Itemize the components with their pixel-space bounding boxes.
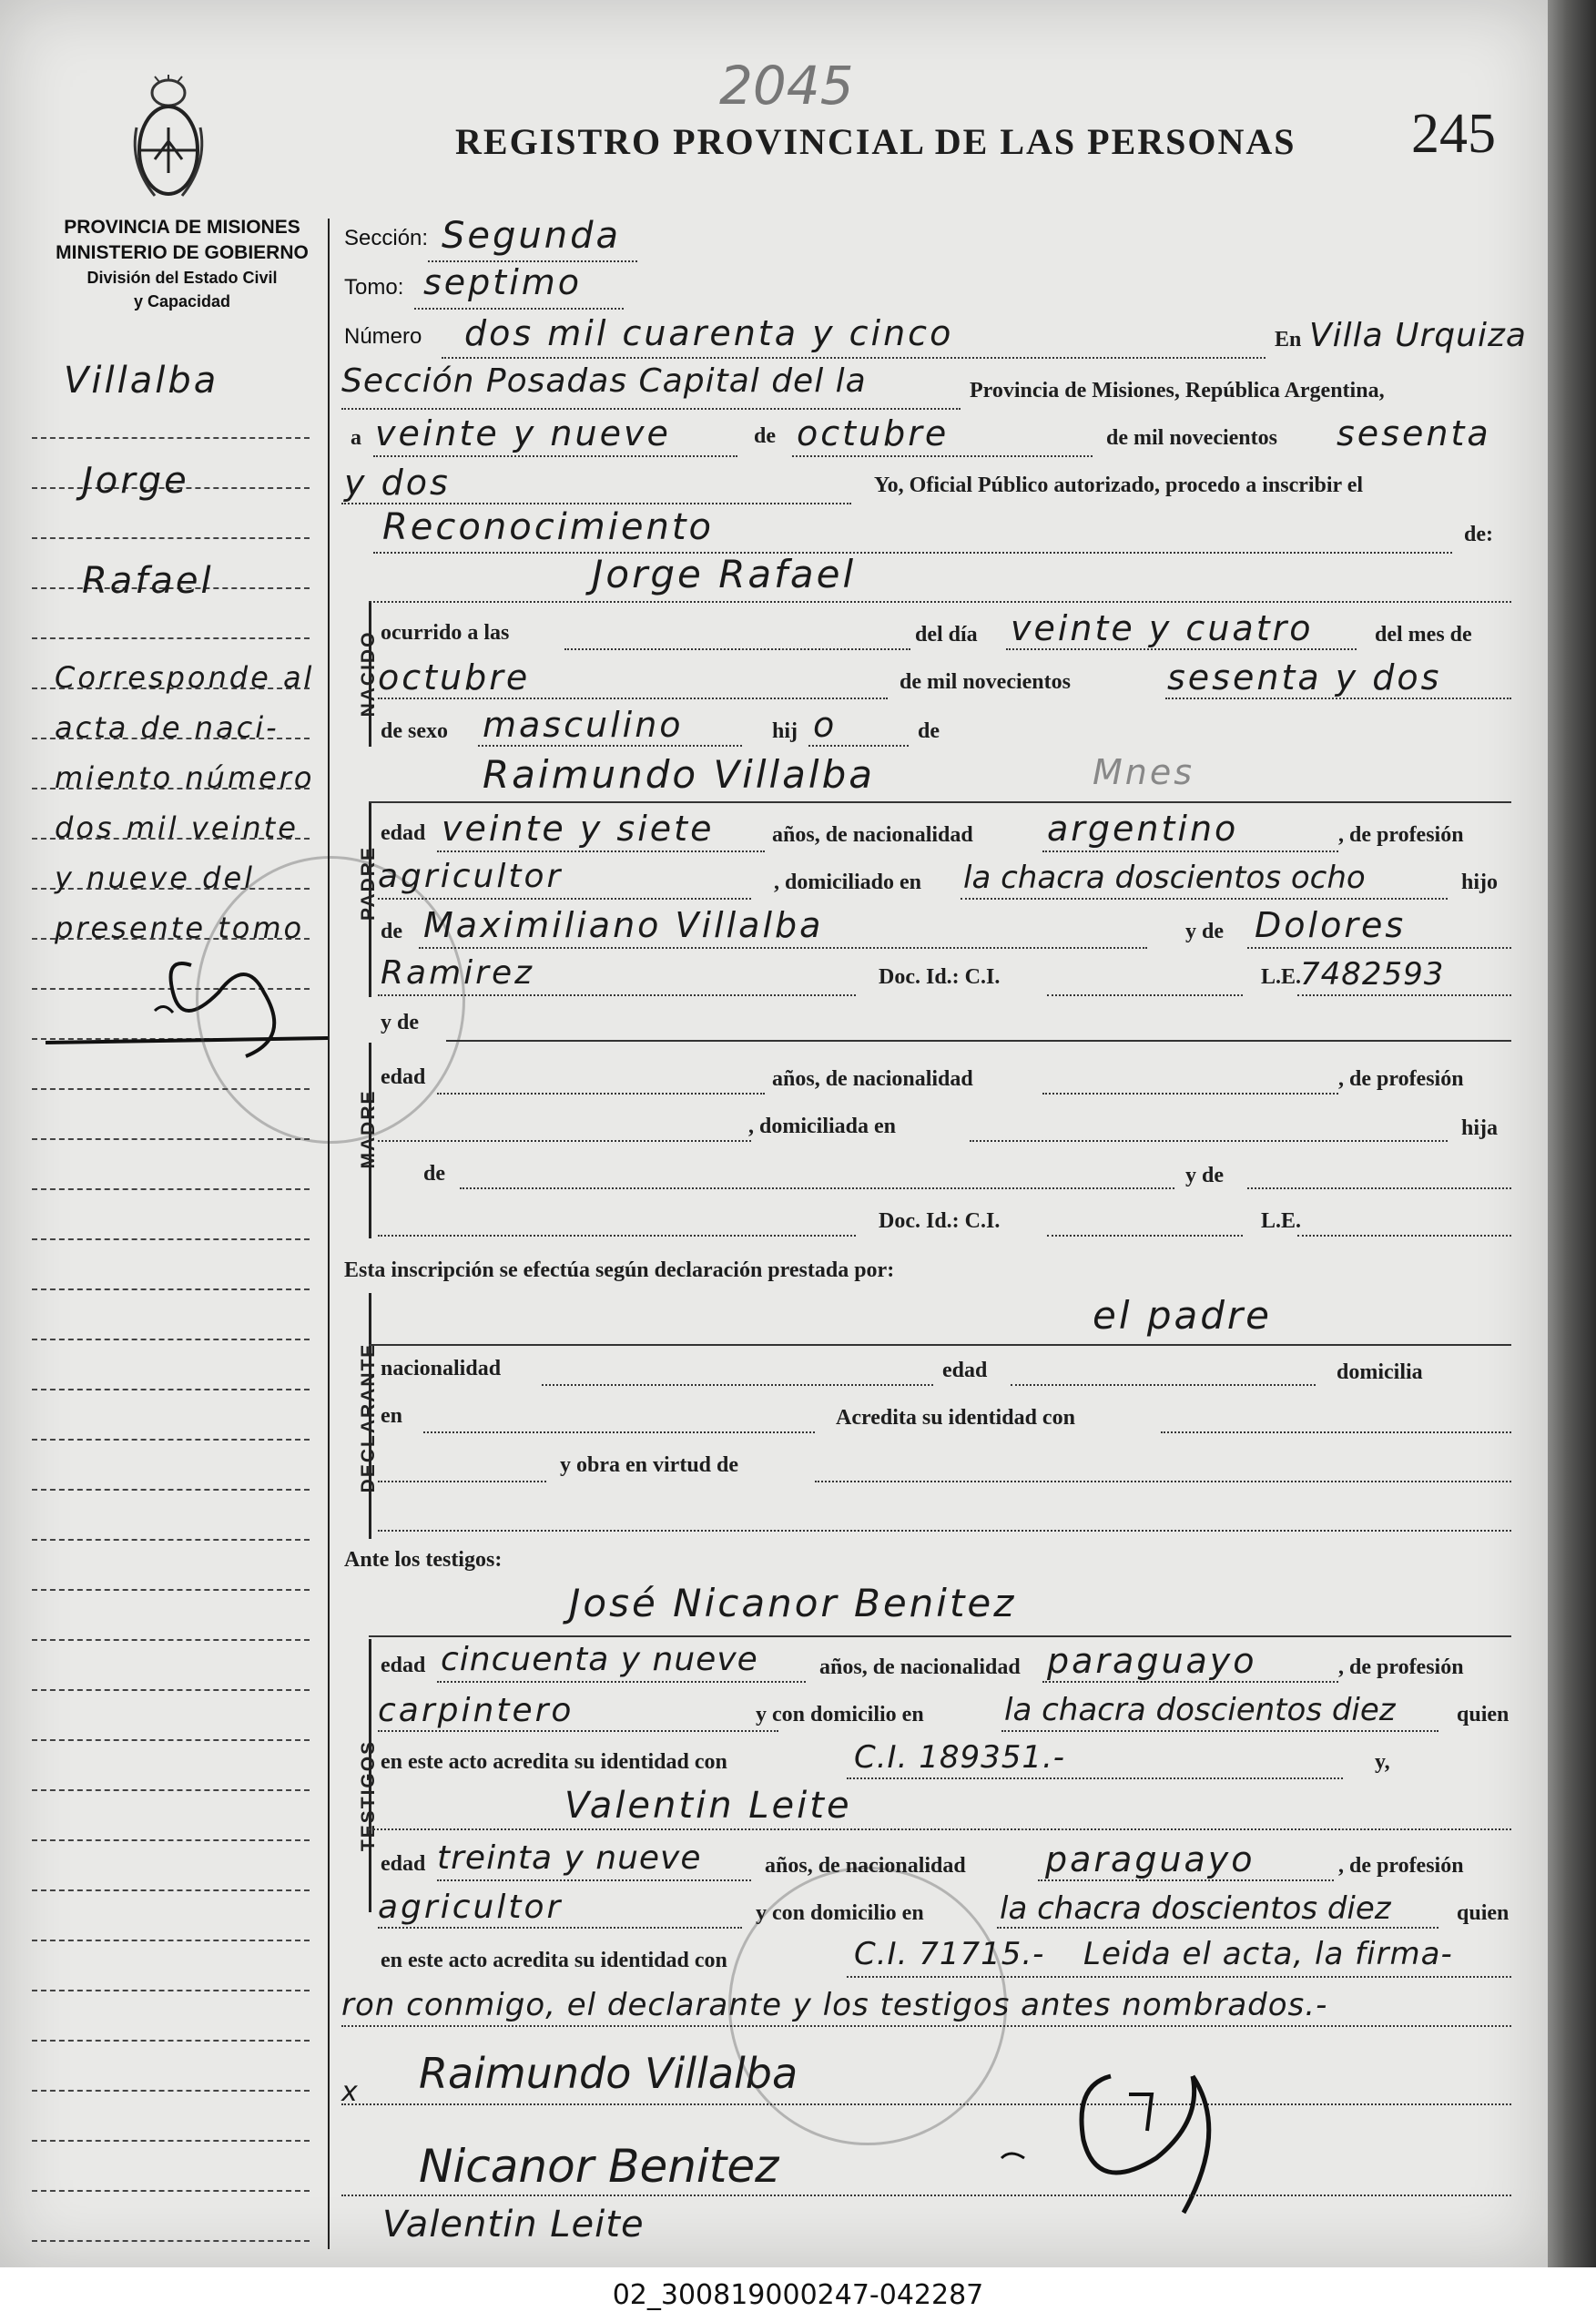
en-value: Villa Urquiza (1309, 317, 1527, 354)
madre-y-de-label: y de (381, 1011, 419, 1034)
de-label: de (754, 424, 776, 448)
madre-edad-label: edad (381, 1065, 426, 1089)
padre-hijo-label: hijo (1461, 871, 1499, 894)
mes-line (792, 455, 1093, 457)
provincia-text: Provincia de Misiones, República Argentina, (970, 379, 1385, 402)
nacido-nombre-line (369, 601, 1511, 603)
madre-nombre-line (446, 1040, 1511, 1042)
padre-profesion: agricultor (378, 858, 564, 895)
testigo1-domicilio: la chacra doscientos diez (1004, 1692, 1396, 1728)
testigo2-domicilio: la chacra doscientos diez (1000, 1890, 1391, 1927)
margin-rule-line (32, 1439, 310, 1441)
seccion-label: Sección: (344, 226, 429, 250)
testigo1-doc-line (847, 1777, 1343, 1779)
firma-testigo-1: Nicanor Benitez (419, 2140, 779, 2193)
padre-ci-line (1047, 994, 1243, 996)
testigo1-profesion-line (378, 1730, 778, 1732)
margin-rule-line (32, 1689, 310, 1691)
testigo2-profesion-line (378, 1927, 742, 1929)
nacido-label: NACIDO (358, 630, 379, 718)
tomo-line (414, 308, 624, 310)
margin-rule-line (32, 1739, 310, 1741)
nacido-mes-line (378, 698, 888, 699)
madre-doc-label: Doc. Id.: C.I. (879, 1209, 1001, 1233)
sexo-line (478, 745, 742, 747)
testigos-label: TESTIGOS (358, 1739, 379, 1852)
declarante-obra-line-b (815, 1481, 1511, 1482)
margin-rule-line (32, 1889, 310, 1891)
nacido-nombre: Jorge Rafael (592, 552, 857, 596)
margin-rule-line (32, 2140, 310, 2142)
margin-rule-line (32, 1288, 310, 1290)
testigo2-nombre-line (369, 1828, 1511, 1830)
testigo2-domicilio-line (997, 1927, 1438, 1929)
testigo1-domicilio-label: y con domicilio en (756, 1703, 924, 1726)
numero-line (442, 357, 1266, 359)
nacido-dia: veinte y cuatro (1011, 608, 1314, 648)
hijo-line (808, 745, 909, 747)
padre-y-de-label: y de (1185, 920, 1224, 943)
margin-rule-line (32, 1789, 310, 1791)
nacido-dia-line (1006, 648, 1357, 650)
declarante-intro: Esta inscripción se efectúa según declaración prestada por: (344, 1258, 895, 1282)
nacido-mil-label: de mil novecientos (900, 670, 1071, 694)
testigo1-profesion-label: , de profesión (1338, 1655, 1464, 1679)
testigo2-doc: C.I. 71715.- (854, 1936, 1045, 1972)
abuelo-nombre: Maximiliano Villalba (423, 905, 824, 945)
testigo1-doc: C.I. 189351.- (854, 1739, 1066, 1776)
declarante-domicilia-label: domicilia (1337, 1360, 1423, 1384)
agency-line-1: PROVINCIA DE MISIONES (64, 217, 300, 238)
margin-rule-line (32, 1839, 310, 1841)
nacido-mes: octubre (378, 657, 531, 698)
abuela-apellido-line (378, 994, 856, 996)
firma-line-2 (341, 2195, 1511, 2196)
testigo1-nacionalidad: paraguayo (1047, 1641, 1257, 1681)
madre-le-line (1297, 1235, 1511, 1237)
margin-note-1: Corresponde al (55, 660, 315, 695)
testigo1-edad-line (437, 1681, 806, 1683)
madre-le-label: L.E. (1261, 1209, 1302, 1233)
testigo2-nacionalidad: paraguayo (1045, 1839, 1255, 1879)
testigo2-edad-label: edad (381, 1852, 426, 1876)
anio-line (341, 503, 851, 504)
yo-text: Yo, Oficial Público autorizado, procedo a inscribir el (874, 474, 1364, 497)
testigo2-acredita-label: en este acto acredita su identidad con (381, 1949, 727, 1972)
testigo1-profesion: carpintero (378, 1692, 574, 1729)
testigo2-edad-line (437, 1879, 751, 1881)
margin-divider (328, 219, 330, 2249)
margin-rule-line (32, 1238, 310, 1240)
declarante-label: DECLARANTE (358, 1342, 379, 1493)
margin-rule-line (32, 1639, 310, 1641)
declarante-acredita-label: Acredita su identidad con (836, 1406, 1075, 1430)
mes-inscripcion: octubre (797, 413, 950, 453)
firma-x-mark: x (341, 2076, 361, 2108)
testigo2-nombre: Valentin Leite (564, 1785, 852, 1827)
madre-de-label: de (423, 1162, 445, 1186)
margin-note-3: miento número (55, 760, 315, 795)
hijo-de-label: de (918, 719, 940, 743)
tipo-inscripcion: Reconocimiento (382, 506, 714, 548)
testigo2-edad: treinta y nueve (437, 1839, 702, 1877)
margin-rule-line (32, 1990, 310, 1991)
padre-nombre-line (369, 801, 1511, 803)
padre-nacionalidad-line (1042, 850, 1338, 852)
padre-doc-label: Doc. Id.: C.I. (879, 965, 1001, 989)
declarante-acredita-line (1161, 1431, 1511, 1433)
agency-line-2: MINISTERIO DE GOBIERNO (56, 242, 309, 263)
madre-padre-line (460, 1187, 1174, 1189)
nacido-anio-line (1165, 698, 1511, 699)
image-footer (0, 2267, 1596, 2322)
firma-testigo-2: Valentin Leite (382, 2204, 645, 2246)
tomo-label: Tomo: (344, 275, 404, 300)
madre-label: MADRE (358, 1089, 379, 1169)
madre-domicilio-line (970, 1140, 1448, 1142)
declarante-nombre: el padre (1093, 1293, 1273, 1338)
sexo-value: masculino (483, 705, 684, 745)
testigo1-y-label: y, (1375, 1750, 1390, 1774)
agency-block (36, 215, 328, 313)
dia-inscripcion: veinte y nueve (375, 413, 671, 453)
madre-hija-label: hija (1461, 1116, 1499, 1140)
padre-de-label: de (381, 920, 402, 943)
margin-first-name: Jorge (82, 460, 189, 502)
margin-rule-line (32, 2190, 310, 2192)
padre-le-value: 7482593 (1300, 956, 1445, 993)
madre-anios-label: años, de nacionalidad (772, 1067, 973, 1091)
en-label: En (1275, 328, 1302, 351)
testigo1-anios-label: años, de nacionalidad (819, 1655, 1021, 1679)
anio-part-1: sesenta (1337, 413, 1491, 453)
del-dia-label: del día (915, 623, 978, 647)
testigo2-nacionalidad-line (1038, 1879, 1334, 1881)
madre-madre-line (1247, 1187, 1511, 1189)
padre-annotation: Mnes (1093, 752, 1195, 792)
testigo1-nombre: José Nicanor Benitez (569, 1581, 1017, 1625)
margin-rule-line (32, 1539, 310, 1541)
madre-apellido-line (378, 1235, 856, 1237)
ocurrido-label: ocurrido a las (381, 621, 510, 645)
madre-profesion-label: , de profesión (1338, 1067, 1464, 1091)
seccion-line-value: Sección Posadas Capital del la (341, 362, 867, 400)
hijo-suffix: o (813, 705, 838, 745)
dia-line (373, 455, 737, 457)
declarante-nacionalidad-label: nacionalidad (381, 1357, 502, 1380)
declarante-obra-label: y obra en virtud de (560, 1453, 739, 1477)
madre-y-de2-label: y de (1185, 1164, 1224, 1187)
mil-label: de mil novecientos (1106, 426, 1277, 450)
padre-domicilio-line (961, 898, 1448, 900)
padre-domiciliado-label: , domiciliado en (774, 871, 922, 894)
cierre-line (341, 2025, 1511, 2027)
tipo-line (373, 552, 1452, 554)
padre-anios-label: años, de nacionalidad (772, 823, 973, 847)
declarante-nombre-line (369, 1344, 1511, 1346)
testigo1-domicilio-line (1001, 1730, 1438, 1732)
testigo2-profesion: agricultor (378, 1889, 564, 1926)
folio-number: 245 (1411, 103, 1496, 165)
testigo2-cierre-1: Leida el acta, la firma- (1083, 1936, 1453, 1972)
testigo1-quien-label: quien (1457, 1703, 1510, 1726)
testigo1-nacionalidad-line (1042, 1681, 1338, 1683)
madre-nacionalidad-line (1042, 1093, 1338, 1095)
padre-edad-line (437, 850, 765, 852)
declarante-edad-label: edad (942, 1359, 988, 1382)
abuelo-line (419, 947, 1147, 949)
padre-edad-label: edad (381, 821, 426, 845)
a-label: a (351, 426, 361, 450)
testigo2-quien-label: quien (1457, 1901, 1510, 1925)
madre-ci-line (1047, 1235, 1243, 1237)
madre-profesion-line (378, 1140, 751, 1142)
padre-label: PADRE (358, 846, 379, 921)
padre-nacionalidad: argentino (1047, 809, 1239, 849)
firma-line-1 (341, 2103, 1511, 2105)
sexo-label: de sexo (381, 719, 448, 743)
del-mes-label: del mes de (1375, 623, 1472, 647)
margin-middle-name: Rafael (82, 560, 214, 602)
margin-note-4: dos mil veinte (55, 810, 299, 845)
declarante-en-line (423, 1431, 815, 1433)
seccion-line-rule (341, 408, 961, 410)
padre-profesion-label: , de profesión (1338, 823, 1464, 847)
testigo1-edad-label: edad (381, 1654, 426, 1677)
hijo-label: hij (772, 719, 798, 743)
margin-surname: Villalba (64, 360, 219, 402)
padre-nombre: Raimundo Villalba (483, 752, 875, 797)
margin-rule-line (32, 2090, 310, 2092)
testigo2-profesion-label: , de profesión (1338, 1854, 1464, 1878)
margin-note-5: y nueve del (55, 861, 256, 895)
padre-domicilio: la chacra doscientos ocho (963, 860, 1366, 896)
margin-rule-line (32, 1339, 310, 1340)
madre-edad-line (437, 1093, 765, 1095)
coat-of-arms-icon (127, 73, 209, 209)
margin-rule-line (32, 637, 310, 639)
tomo-value: septimo (423, 262, 583, 302)
padre-edad: veinte y siete (442, 809, 715, 849)
footer-id: 02_300819000247-042287 (612, 2278, 984, 2311)
declarante-extra-line (378, 1530, 1511, 1532)
numero-value: dos mil cuarenta y cinco (464, 313, 954, 353)
margin-rule-line (32, 1940, 310, 1941)
padre-le-line (1297, 994, 1511, 996)
abuela-nombre: Dolores (1255, 905, 1407, 945)
padre-le-label: L.E. (1261, 965, 1302, 989)
firma-padre: Raimundo Villalba (419, 2049, 798, 2098)
testigo1-nombre-line (369, 1635, 1511, 1637)
testigo1-edad: cincuenta y nueve (441, 1641, 758, 1678)
seccion-value: Segunda (442, 215, 621, 257)
declarante-en-label: en (381, 1404, 402, 1428)
margin-rule-line (32, 537, 310, 539)
margin-rule-line (32, 1589, 310, 1591)
de-colon-label: de: (1464, 523, 1493, 546)
agency-line-3: División del Estado Civil (86, 269, 278, 287)
margin-rule-line (32, 1489, 310, 1491)
abuela-apellido: Ramirez (381, 954, 534, 992)
margin-note-6: presente tomo (55, 911, 305, 945)
margin-note-2: acta de naci- (55, 710, 280, 745)
file-number-handwritten: 2045 (719, 55, 854, 117)
margin-rule-line (32, 1188, 310, 1190)
agency-line-4: y Capacidad (133, 292, 231, 311)
declarante-edad-line (1011, 1384, 1316, 1386)
margin-rule-line (32, 1138, 310, 1140)
numero-label: Número (344, 324, 422, 349)
margin-rule-line (32, 2040, 310, 2042)
anio-part-2: y dos (344, 463, 451, 503)
margin-rule-line (32, 1389, 310, 1390)
margin-rule-line (32, 437, 310, 439)
testigos-intro: Ante los testigos: (344, 1548, 503, 1572)
testigo2-cierre-2: ron conmigo, el declarante y los testigos antes nombrados.- (341, 1987, 1328, 2023)
book-edge (1548, 0, 1596, 2267)
declarante-obra-line-a (378, 1481, 546, 1482)
testigo2-domicilio-label: y con domicilio en (756, 1901, 924, 1925)
nacido-anio: sesenta y dos (1167, 657, 1442, 698)
madre-domiciliada-label: , domiciliada en (748, 1115, 897, 1138)
testigo1-acredita-label: en este acto acredita su identidad con (381, 1750, 727, 1774)
padre-profesion-line (378, 898, 751, 900)
declarante-nacionalidad-line (542, 1384, 933, 1386)
ocurrido-line (564, 648, 910, 650)
testigo2-anios-label: años, de nacionalidad (765, 1854, 966, 1878)
margin-rule-line (32, 2240, 310, 2242)
abuela-line (1247, 947, 1511, 949)
testigo2-doc-line (847, 1976, 1511, 1978)
page-title: REGISTRO PROVINCIAL DE LAS PERSONAS (455, 121, 1296, 162)
